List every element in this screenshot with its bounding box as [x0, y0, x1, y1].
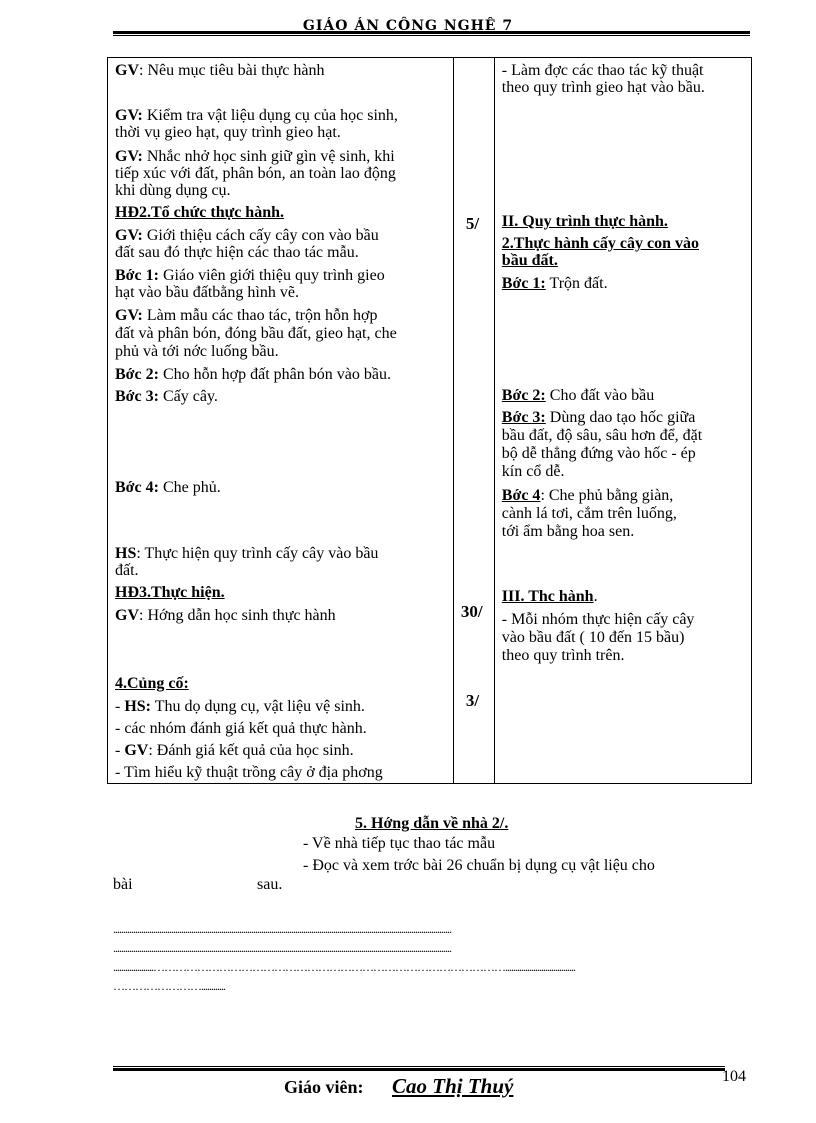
activity-line: Bớc 2: Cho hỗn hợp đất phân bón vào bầu. — [115, 366, 391, 383]
activity-line: - Tìm hiểu kỹ thuật trồng cây ở địa phơng — [115, 764, 383, 781]
activity-line: - HS: Thu dọ dụng cụ, vật liệu vệ sinh. — [115, 698, 365, 715]
activity-line: khi dùng dụng cụ. — [115, 182, 231, 199]
activity-line: - các nhóm đánh giá kết quả thực hành. — [115, 720, 367, 737]
content-line: - Làm đợc các thao tác kỹ thuật — [501, 62, 704, 79]
activity-line: GV: Nêu mục tiêu bài thực hành — [115, 62, 325, 79]
content-line: cành lá tơi, cắm trên luống, — [501, 505, 677, 522]
footer-rule — [113, 1066, 725, 1071]
content-line: Bớc 1: Trộn đất. — [501, 275, 608, 292]
content-line: kín cổ dễ. — [501, 463, 565, 480]
content-line: bộ dễ thẳng đứng vào hốc - ép — [501, 445, 696, 462]
content-line: theo quy trình gieo hạt vào bầu. — [501, 79, 705, 96]
activity-line: thời vụ gieo hạt, quy trình gieo hạt. — [115, 124, 341, 141]
lesson-table — [107, 57, 752, 784]
page-number: 104 — [722, 1068, 746, 1085]
activity-line: phủ và tới nớc luống bầu. — [115, 343, 279, 360]
activity-line: HS: Thực hiện quy trình cấy cây vào bầu — [115, 545, 379, 562]
dotted-line: ......................................................................................................................................................................... — [113, 941, 451, 955]
teacher-label: Giáo viên: — [284, 1077, 364, 1097]
section-heading: II. Quy trình thực hành. — [501, 213, 668, 230]
content-line: tới ẩm bằng hoa sen. — [501, 523, 635, 540]
homework-line: sau. — [257, 876, 283, 893]
activity-line: GV: Làm mẫu các thao tác, trộn hỗn hợp — [115, 307, 378, 324]
activity-line: GV: Giới thiệu cách cấy cây con vào bầu — [115, 227, 379, 244]
dotted-line: ……………………............ — [113, 979, 225, 993]
activity-line: GV: Hớng dẫn học sinh thực hành — [115, 607, 336, 624]
activity-line: đất và phân bón, đóng bầu đất, gieo hạt, che — [115, 325, 397, 342]
homework-title: 5. Hớng dẫn về nhà 2/. — [355, 815, 509, 832]
section-heading: III. Thc hành. — [501, 588, 598, 605]
content-line: theo quy trình trên. — [501, 647, 625, 664]
content-line: Bớc 2: Cho đất vào bầu — [501, 387, 655, 404]
content-line: - Mỗi nhóm thực hiện cấy cây — [501, 611, 695, 628]
section-heading: HĐ2.Tổ chức thực hành. — [115, 204, 284, 221]
content-line: Bớc 3: Dùng dao tạo hốc giữa — [501, 409, 696, 426]
section-heading: bầu đất. — [501, 252, 558, 269]
activity-line: đất sau đó thực hiện các thao tác mẫu. — [115, 244, 359, 261]
section-heading: HĐ3.Thực hiện. — [115, 584, 225, 601]
content-line: Bớc 4: Che phủ bằng giàn, — [501, 487, 674, 504]
activity-line: Bớc 3: Cấy cây. — [115, 388, 218, 405]
dotted-line: ....................……………………………………………………………………………………................................... — [113, 960, 575, 974]
activity-line: Bớc 4: Che phủ. — [115, 479, 221, 496]
homework-line: bài — [113, 876, 133, 893]
time-value: 30/ — [460, 602, 483, 621]
time-column — [453, 58, 494, 784]
homework-line: - Về nhà tiếp tục thao tác mẫu — [303, 835, 496, 852]
activity-line: Bớc 1: Giáo viên giới thiệu quy trình gieo — [115, 267, 385, 284]
activity-line: đất. — [115, 562, 139, 579]
activity-line: tiếp xúc với đất, phân bón, an toàn lao động — [115, 165, 396, 182]
content-column — [494, 58, 751, 784]
activity-line: - GV: Đánh giá kết quả của học sinh. — [115, 742, 354, 759]
content-line: vào bầu đất ( 10 đến 15 bầu) — [501, 629, 685, 646]
activity-column — [108, 58, 454, 784]
time-value: 5/ — [465, 214, 480, 233]
section-heading: 4.Củng cố: — [115, 675, 189, 692]
activity-line: GV: Kiểm tra vật liệu dụng cụ của học sinh, — [115, 107, 398, 124]
teacher-name: Cao Thị Thuý — [392, 1074, 514, 1098]
homework-line: - Đọc và xem trớc bài 26 chuẩn bị dụng cụ vật liệu cho — [303, 857, 655, 874]
dotted-line: ......................................................................................................................................................................... — [113, 922, 451, 936]
section-heading: 2.Thực hành cấy cây con vào — [501, 235, 699, 252]
activity-line: GV: Nhắc nhở học sinh giữ gìn vệ sinh, khi — [115, 148, 395, 165]
table-row — [108, 58, 752, 784]
time-value: 3/ — [465, 691, 480, 710]
page-header-title: GIÁO ÁN CÔNG NGHỆ 7 — [302, 18, 514, 34]
header-rule — [113, 31, 750, 36]
content-line: bầu đất, độ sâu, sâu hơn để, đặt — [501, 427, 703, 444]
activity-line: hạt vào bầu đấtbằng hình vẽ. — [115, 284, 299, 301]
